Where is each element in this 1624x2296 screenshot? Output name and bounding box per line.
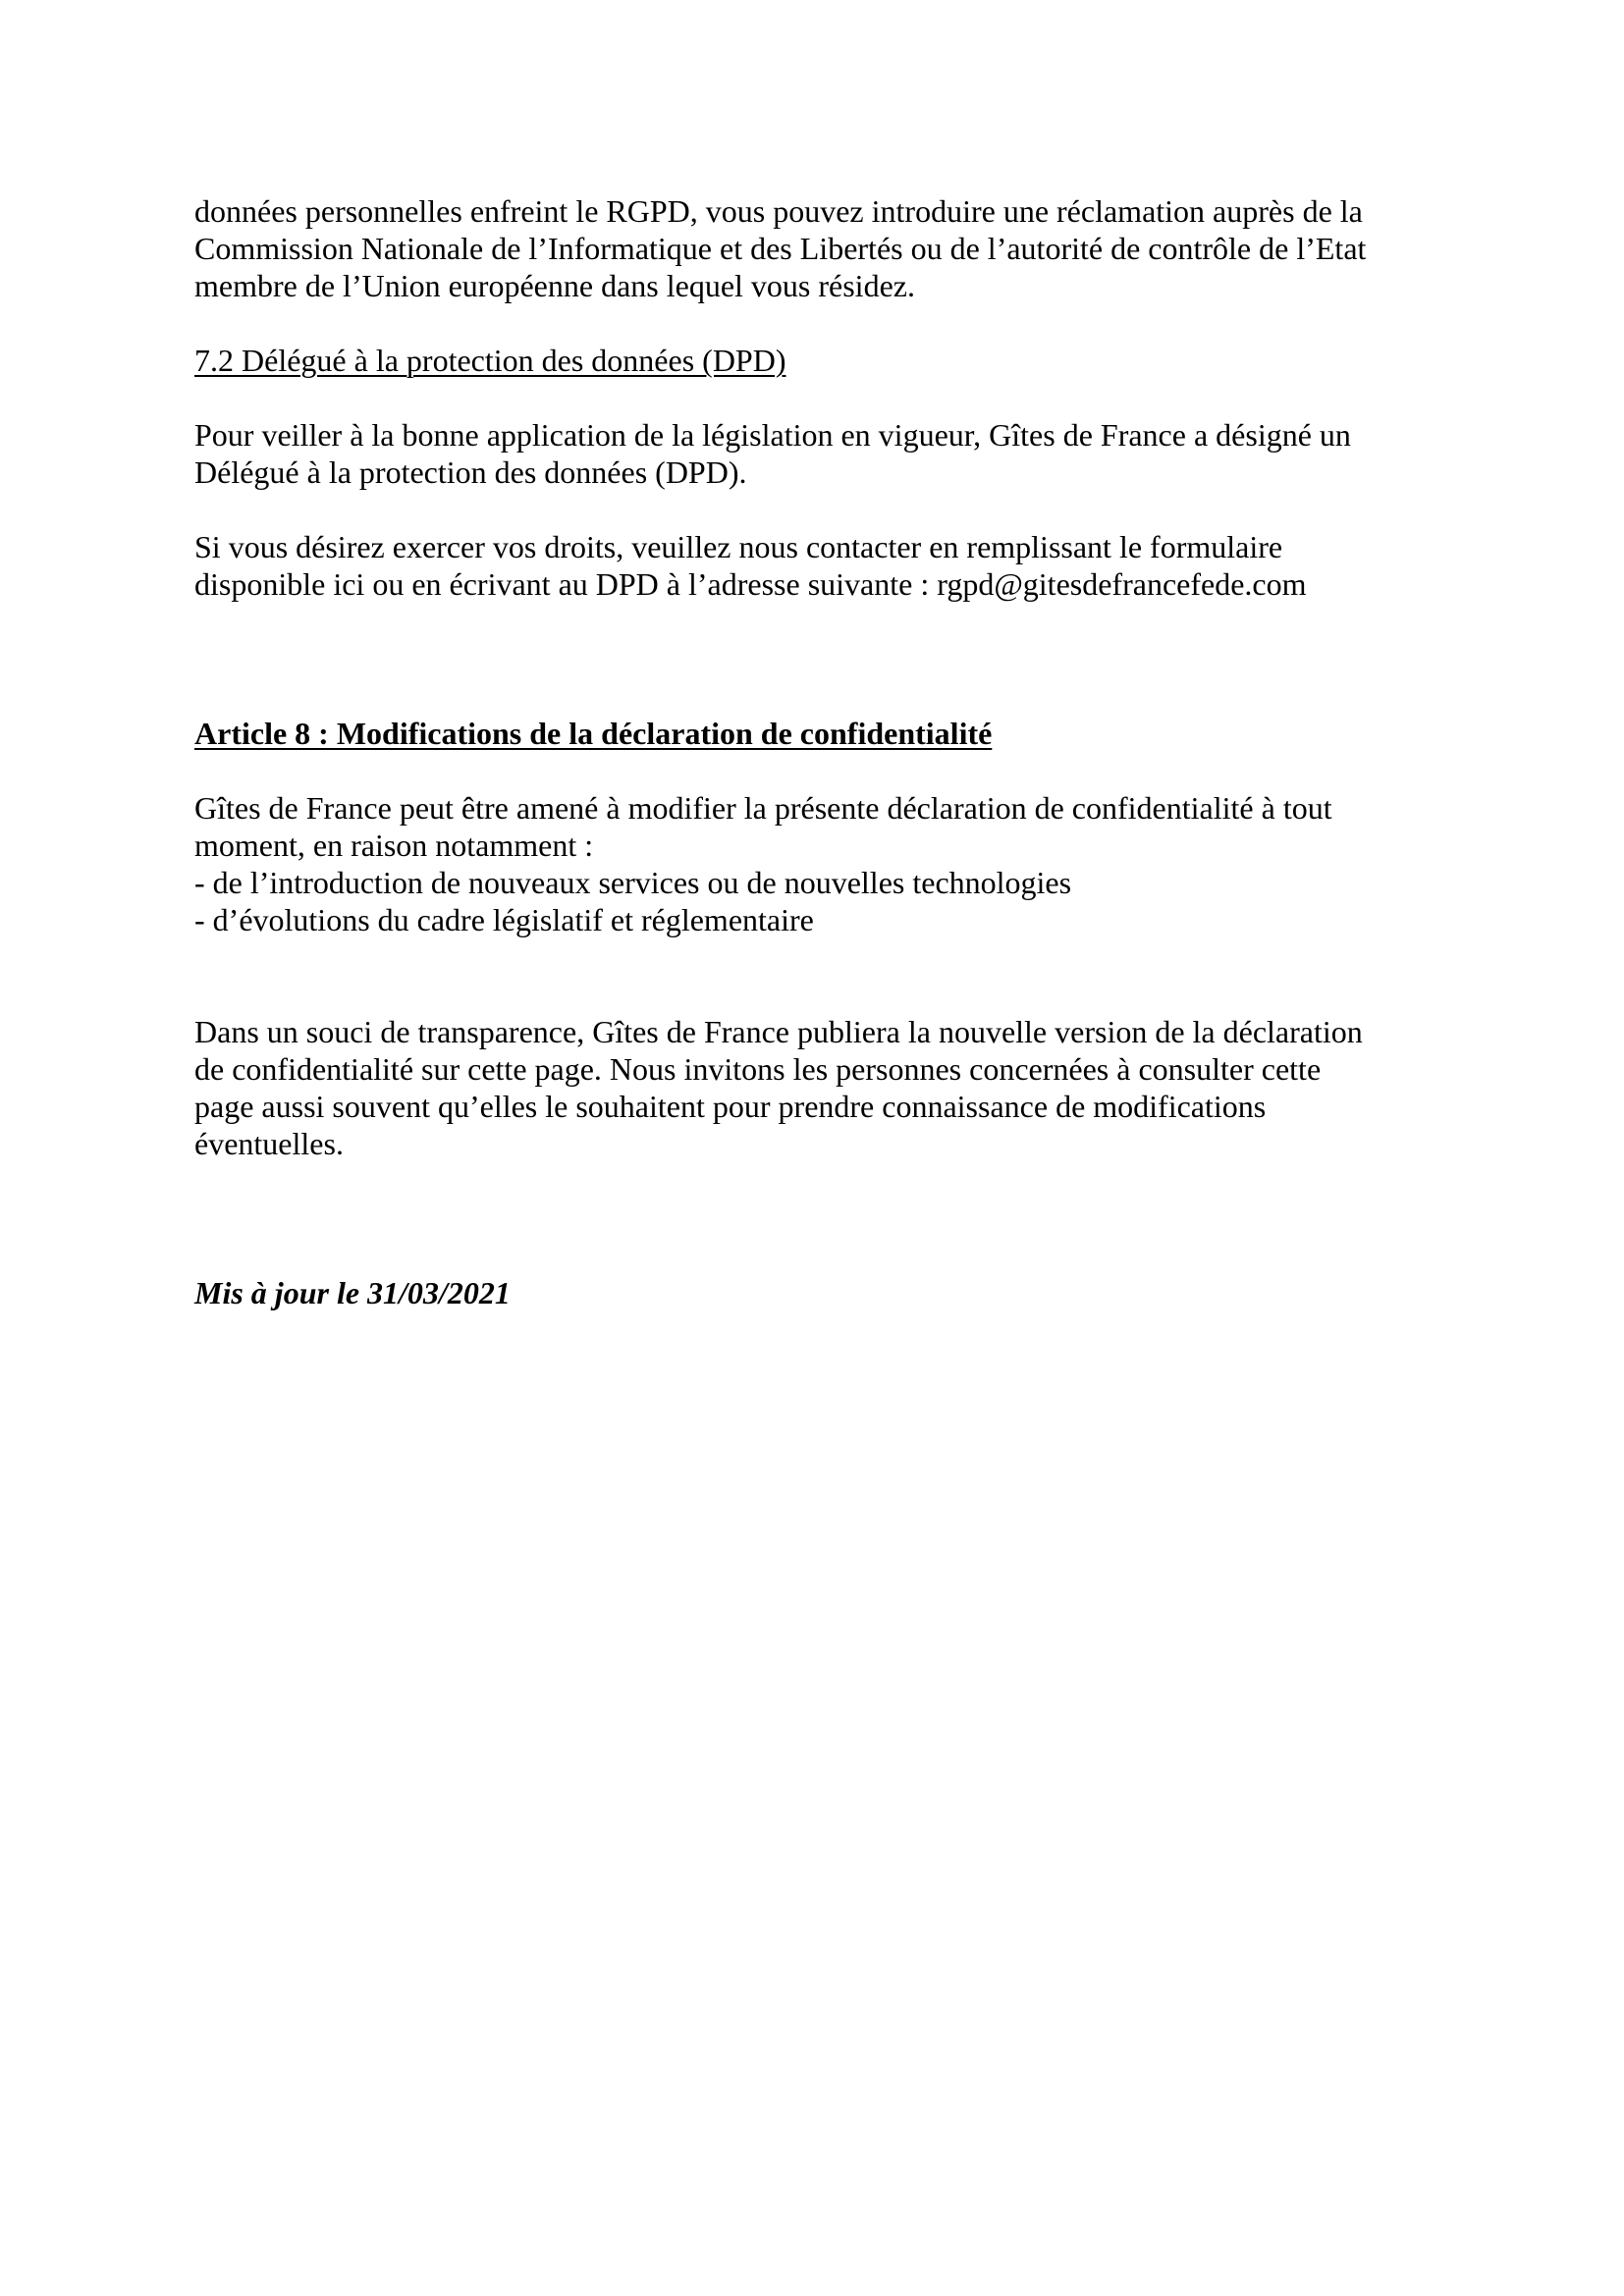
article-8-heading (194, 715, 1461, 752)
spacer (194, 304, 1461, 342)
text-line: éventuelles. (194, 1126, 344, 1161)
section-heading-text: 7.2 Délégué à la protection des données (DPD) (194, 343, 786, 378)
text-line: membre de l’Union européenne dans lequel vous résidez. (194, 268, 915, 303)
spacer (194, 379, 1461, 416)
text-line: Pour veiller à la bonne application de la législation en vigueur, Gîtes de France a désigné un (194, 417, 1351, 453)
list-item: - de l’introduction de nouveaux services ou de nouvelles technologies (194, 865, 1072, 900)
spacer (194, 1162, 1461, 1274)
spacer (194, 491, 1461, 528)
text-line: Commission Nationale de l’Informatique et des Libertés ou de l’autorité de contrôle de l’Etat (194, 231, 1367, 266)
text-line: données personnelles enfreint le RGPD, vous pouvez introduire une réclamation auprès de la (194, 193, 1363, 229)
document-body (194, 192, 1461, 1311)
paragraph-transparency (194, 1013, 1461, 1162)
list-item: - d’évolutions du cadre législatif et réglementaire (194, 902, 814, 937)
text-line: moment, en raison notamment : (194, 828, 594, 863)
spacer (194, 938, 1461, 1013)
paragraph-complaint (194, 192, 1461, 304)
text-line: Gîtes de France peut être amené à modifier la présente déclaration de confidentialité à tout (194, 790, 1332, 826)
article-heading-text: Article 8 : Modifications de la déclaration de confidentialité (194, 716, 993, 751)
last-updated-text: Mis à jour le 31/03/2021 (194, 1275, 511, 1310)
section-heading-7-2 (194, 342, 1461, 379)
text-line: de confidentialité sur cette page. Nous invitons les personnes concernées à consulter cette (194, 1051, 1322, 1087)
paragraph-contact (194, 528, 1461, 603)
spacer (194, 603, 1461, 715)
text-line: Délégué à la protection des données (DPD). (194, 454, 747, 490)
paragraph-dpd-designation (194, 416, 1461, 491)
text-line: Si vous désirez exercer vos droits, veuillez nous contacter en remplissant le formulaire (194, 529, 1283, 564)
paragraph-modifications (194, 789, 1461, 938)
text-line: Dans un souci de transparence, Gîtes de France publiera la nouvelle version de la déclaration (194, 1014, 1363, 1049)
spacer (194, 752, 1461, 789)
last-updated (194, 1274, 1461, 1311)
text-line: disponible ici ou en écrivant au DPD à l’adresse suivante : rgpd@gitesdefrancefede.com (194, 566, 1307, 602)
text-line: page aussi souvent qu’elles le souhaitent pour prendre connaissance de modifications (194, 1089, 1267, 1124)
